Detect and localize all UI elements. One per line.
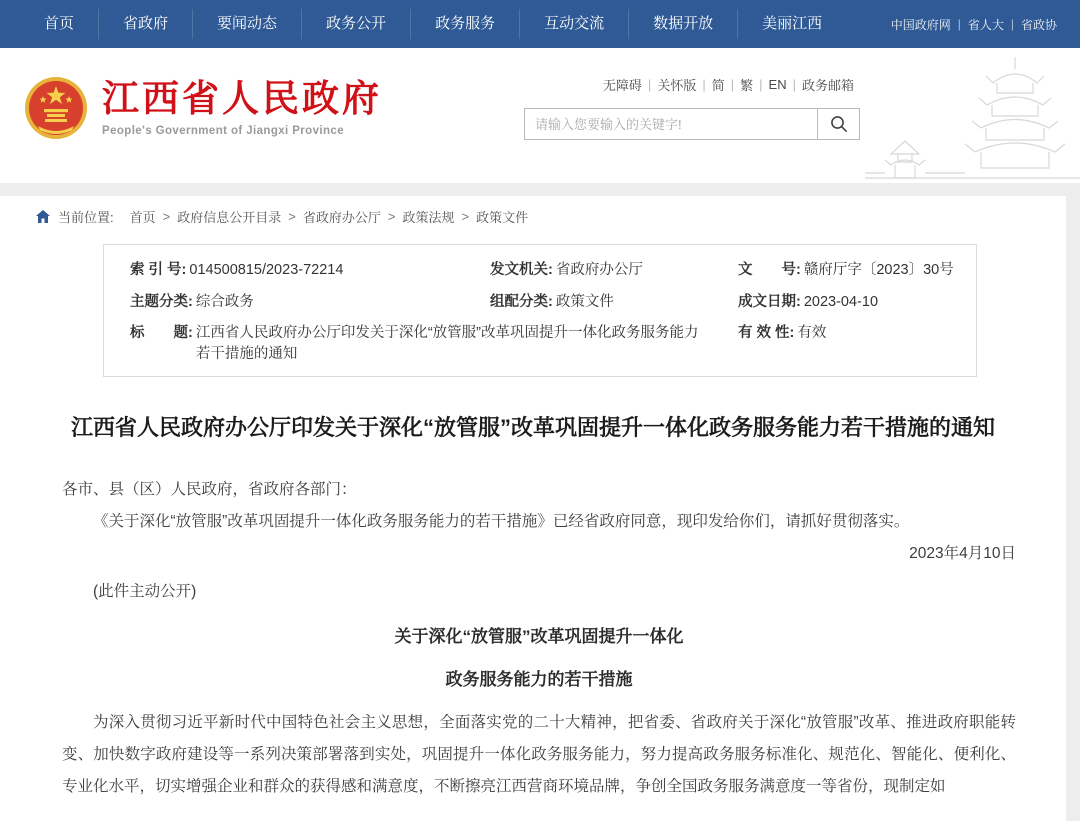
search-bar (524, 108, 860, 140)
breadcrumb-separator: > (288, 209, 296, 224)
breadcrumb-prefix: 当前位置: (58, 210, 114, 225)
national-emblem-logo (24, 76, 88, 140)
measures-subtitle-line1: 关于深化“放管服”改革巩固提升一体化 (394, 627, 684, 647)
nav-item-interaction[interactable]: 互动交流 (520, 9, 629, 39)
site-title-block (102, 79, 382, 137)
site-subtitle-en: People's Government of Jiangxi Province (102, 124, 345, 137)
site-title: 江西省人民政府 (102, 78, 382, 120)
document-date: 2023年4月10日 (909, 544, 1016, 562)
nav-item-open-data[interactable]: 数据开放 (629, 9, 738, 39)
breadcrumb-separator: > (387, 209, 396, 224)
link-china-gov[interactable]: 中国政府网 (890, 17, 951, 32)
link-simplified-chinese[interactable]: 简 (711, 78, 725, 93)
field-document-number: 文 号: 赣府厅字〔2023〕30号 (738, 262, 954, 278)
divider: | (792, 77, 796, 92)
site-header (0, 48, 1080, 183)
document-info-box (103, 244, 977, 377)
article-title: 江西省人民政府办公厅印发关于深化“放管服”改革巩固提升一体化政务服务能力若干措施的通知 (70, 415, 995, 441)
nav-item-home[interactable]: 首页 (20, 9, 99, 39)
search-input[interactable] (525, 109, 817, 139)
header-tools (524, 75, 860, 140)
field-document-title: 标 题: 江西省人民政府办公厅印发关于深化“放管服”改革巩固提升一体化政务服务能力若干措施的通知 (130, 325, 699, 362)
nav-item-gov-services[interactable]: 政务服务 (411, 9, 520, 39)
divider: | (957, 17, 961, 31)
field-topic-category: 主题分类: 综合政务 (130, 293, 254, 310)
search-icon (830, 115, 848, 133)
link-traditional-chinese[interactable]: 繁 (740, 78, 754, 93)
link-gov-mailbox[interactable]: 政务邮箱 (801, 78, 854, 93)
salutation-paragraph: 各市、县（区）人民政府，省政府各部门： (62, 481, 357, 499)
page-background-band (0, 183, 1080, 196)
divider: | (730, 77, 735, 92)
field-validity: 有 效 性: 有效 (738, 325, 827, 342)
divider: | (1010, 17, 1014, 31)
measures-subtitle-line2: 政务服务能力的若干措施 (445, 669, 633, 689)
divider: | (702, 77, 706, 92)
link-english[interactable]: EN (768, 77, 787, 92)
content-card (0, 196, 1066, 821)
breadcrumb-general-office[interactable]: 省政府办公厅 (302, 210, 381, 225)
top-navigation-bar (0, 0, 1080, 48)
home-icon (36, 210, 50, 223)
breadcrumb-policies-regulations[interactable]: 政策法规 (402, 210, 455, 225)
nav-item-beautiful-jiangxi[interactable]: 美丽江西 (762, 15, 823, 32)
gov-links (884, 16, 1064, 33)
search-button[interactable] (817, 109, 859, 139)
breadcrumb-home[interactable]: 首页 (129, 210, 156, 225)
link-accessibility[interactable]: 无障碍 (602, 78, 642, 93)
field-index-number: 索 引 号: 014500815/2023-72214 (130, 262, 344, 278)
article-body (0, 450, 1066, 802)
breadcrumb-policy-documents[interactable]: 政策文件 (476, 210, 529, 225)
nav-item-news[interactable]: 要闻动态 (193, 9, 302, 39)
field-issuing-agency: 发文机关: 省政府办公厅 (490, 262, 643, 278)
divider: | (759, 77, 763, 92)
field-group-category: 组配分类: 政策文件 (490, 293, 614, 310)
utility-links (524, 75, 860, 94)
site-brand[interactable] (24, 76, 382, 140)
breadcrumb-separator: > (162, 209, 171, 224)
link-care-version[interactable]: 关怀版 (657, 78, 697, 93)
breadcrumb (0, 196, 1066, 233)
breadcrumb-separator: > (461, 209, 470, 224)
document-info-grid (130, 260, 966, 364)
breadcrumb-disclosure-catalog[interactable]: 政府信息公开目录 (177, 210, 282, 225)
pagoda-watermark-illustration (865, 53, 1080, 183)
notice-paragraph: 《关于深化“放管服”改革巩固提升一体化政务服务能力的若干措施》已经省政府同意，现印发给你们，请抓好贯彻落实。 (93, 512, 910, 530)
nav-item-provincial-government[interactable]: 省政府 (99, 9, 193, 39)
nav-item-gov-affairs-disclosure[interactable]: 政务公开 (302, 9, 411, 39)
measures-intro-paragraph: 为深入贯彻习近平新时代中国特色社会主义思想，全面落实党的二十大精神，把省委、省政府关于深化“放管服”改革、推进政府职能转变、加快数字政府建设等一系列决策部署落到实处，巩固提升一体化政务服务能力，努力提高政务服务标准化、规范化、智能化、便利化、专业化水平，切实增强企业和群众的获得感和满意度，不断擦亮江西营商环境品牌，争创全国政务服务满意度一等省份，现制定如 (62, 714, 1016, 795)
divider: | (647, 77, 652, 92)
field-issue-date: 成文日期: 2023-04-10 (738, 293, 879, 310)
link-cppcc[interactable]: 省政协 (1020, 17, 1057, 32)
disclosure-note: (此件主动公开) (93, 582, 197, 600)
main-menu (20, 9, 846, 39)
link-provincial-congress[interactable]: 省人大 (967, 17, 1004, 32)
